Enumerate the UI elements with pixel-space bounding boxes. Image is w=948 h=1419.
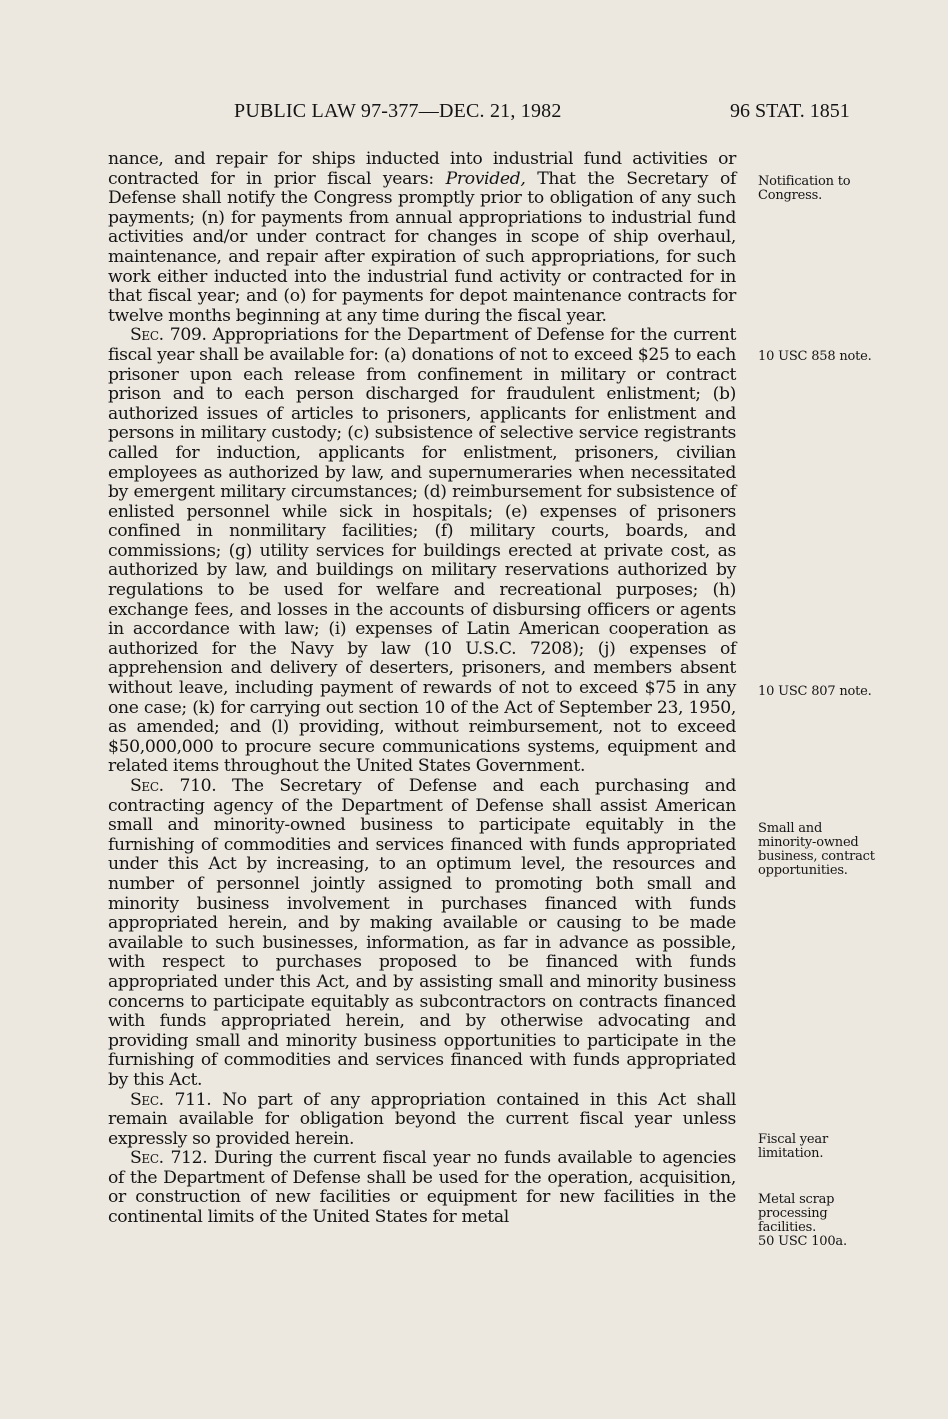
- margin-note-fiscal-year: Fiscal year limitation.: [758, 1132, 828, 1161]
- section-712: [108, 1149, 736, 1227]
- section-label: Sec. 710.: [130, 776, 217, 796]
- section-label: Sec. 711.: [130, 1089, 212, 1110]
- paragraph-text: No part of any appropriation contained in this Act shall remain available for obligation beyond the current fiscal year unless expressly so provided herein.: [108, 1089, 737, 1149]
- section-label: Sec. 709.: [130, 325, 207, 346]
- page-citation: 96 STAT. 1851: [730, 100, 850, 122]
- page-header: [0, 100, 948, 130]
- paragraph-text: During the current fiscal year no funds available to agencies of the Department of Defense shall be used for the operation, acquisition, or construction of new facilities or equipment for new facilities in the continental limits of the United States for metal: [108, 1148, 736, 1228]
- emphasis-text: Provided,: [445, 168, 526, 189]
- section-711: [108, 1091, 736, 1150]
- margin-note-small-business: Small and minority-owned business, contract opportunities.: [758, 821, 875, 878]
- section-label: Sec. 712.: [130, 1148, 208, 1169]
- margin-note-notification: Notification to Congress.: [758, 174, 851, 203]
- section-710: [108, 777, 736, 1091]
- section-709: [108, 326, 736, 777]
- margin-note-10-usc-807: 10 USC 807 note.: [758, 684, 872, 699]
- margin-note-50-usc-100a: 50 USC 100a.: [758, 1234, 847, 1249]
- margin-note-metal-scrap: Metal scrap processing facilities.: [758, 1192, 835, 1235]
- paragraph-text: That the Secretary of Defense shall notify the Congress promptly prior to obligation of any such payments; (n) for payments from annual appropriations to industrial fund activities and/or under contract for changes in scope of ship overhaul, maintenance, and repair after expiration of such appropriations, for such work either inducted into the industrial fund activity or contracted for in that fiscal year; and (o) for payments for depot maintenance contracts for twelve months beginning at any time during the fiscal year.: [108, 168, 736, 326]
- margin-note-10-usc-858: 10 USC 858 note.: [758, 349, 872, 364]
- paragraph-text: Appropriations for the Department of Defense for the current fiscal year shall be available for: (a) donations of not to exceed $25 to each prisoner upon each release from confinement in military or contract prison and to each person discharged for fraudulent enlistment; (b) authorized issues of articles to prisoners, applicants for enlistment and persons in military custody; (c) subsistence of selective service registrants called for induction, applicants for enlistment, prisoners, civilian employees as authorized by law, and supernumeraries when necessitated by emergent military circumstances; (d) reimbursement for subsistence of enlisted personnel while sick in hospitals; (e) expenses of prisoners confined in nonmilitary facilities; (f) military courts, boards, and commissions; (g) utility services for buildings erected at private cost, as authorized by law, and buildings on military reservations authorized by regulations to be used for welfare and recreational purposes; (h) exchange fees, and losses in the accounts of disbursing officers or agents in accordance with law; (i) expenses of Latin American cooperation as authorized for the Navy by law (10 U.S.C. 7208); (j) expenses of apprehension and delivery of deserters, prisoners, and members absent without leave, including payment of rewards of not to exceed $75 in any one case; (k) for carrying out section 10 of the Act of September 23, 1950, as amended; and (l) providing, without reimbursement, not to exceed $50,000,000 to procure secure communications systems, equipment and related items throughout the United States Government.: [108, 325, 736, 777]
- paragraph-text: nance, and repair for ships inducted into industrial fund activities or contracted for in prior fiscal years:: [108, 149, 736, 189]
- paragraph-continuation: [108, 150, 736, 326]
- main-text: [108, 150, 736, 1228]
- paragraph-text: The Secretary of Defense and each purchasing and contracting agency of the Department of Defense shall assist American small and minority-owned business to participate equitably in the furnishing of commodities and services financed with funds appropriated under this Act by increasing, to an optimum level, the resources and number of personnel jointly assigned to promoting both small and minority business involvement in purchases financed with funds appropriated herein, and by making available or causing to be made available to such businesses, information, as far in advance as possible, with respect to purchases proposed to be financed with funds appropriated under this Act, and by assisting small and minority business concerns to participate equitably as subcontractors on contracts financed with funds appropriated herein, and by otherwise advocating and providing small and minority business opportunities to participate in the furnishing of commodities and services financed with funds appropriated by this Act.: [108, 776, 736, 1090]
- running-head: PUBLIC LAW 97-377—DEC. 21, 1982: [234, 100, 562, 122]
